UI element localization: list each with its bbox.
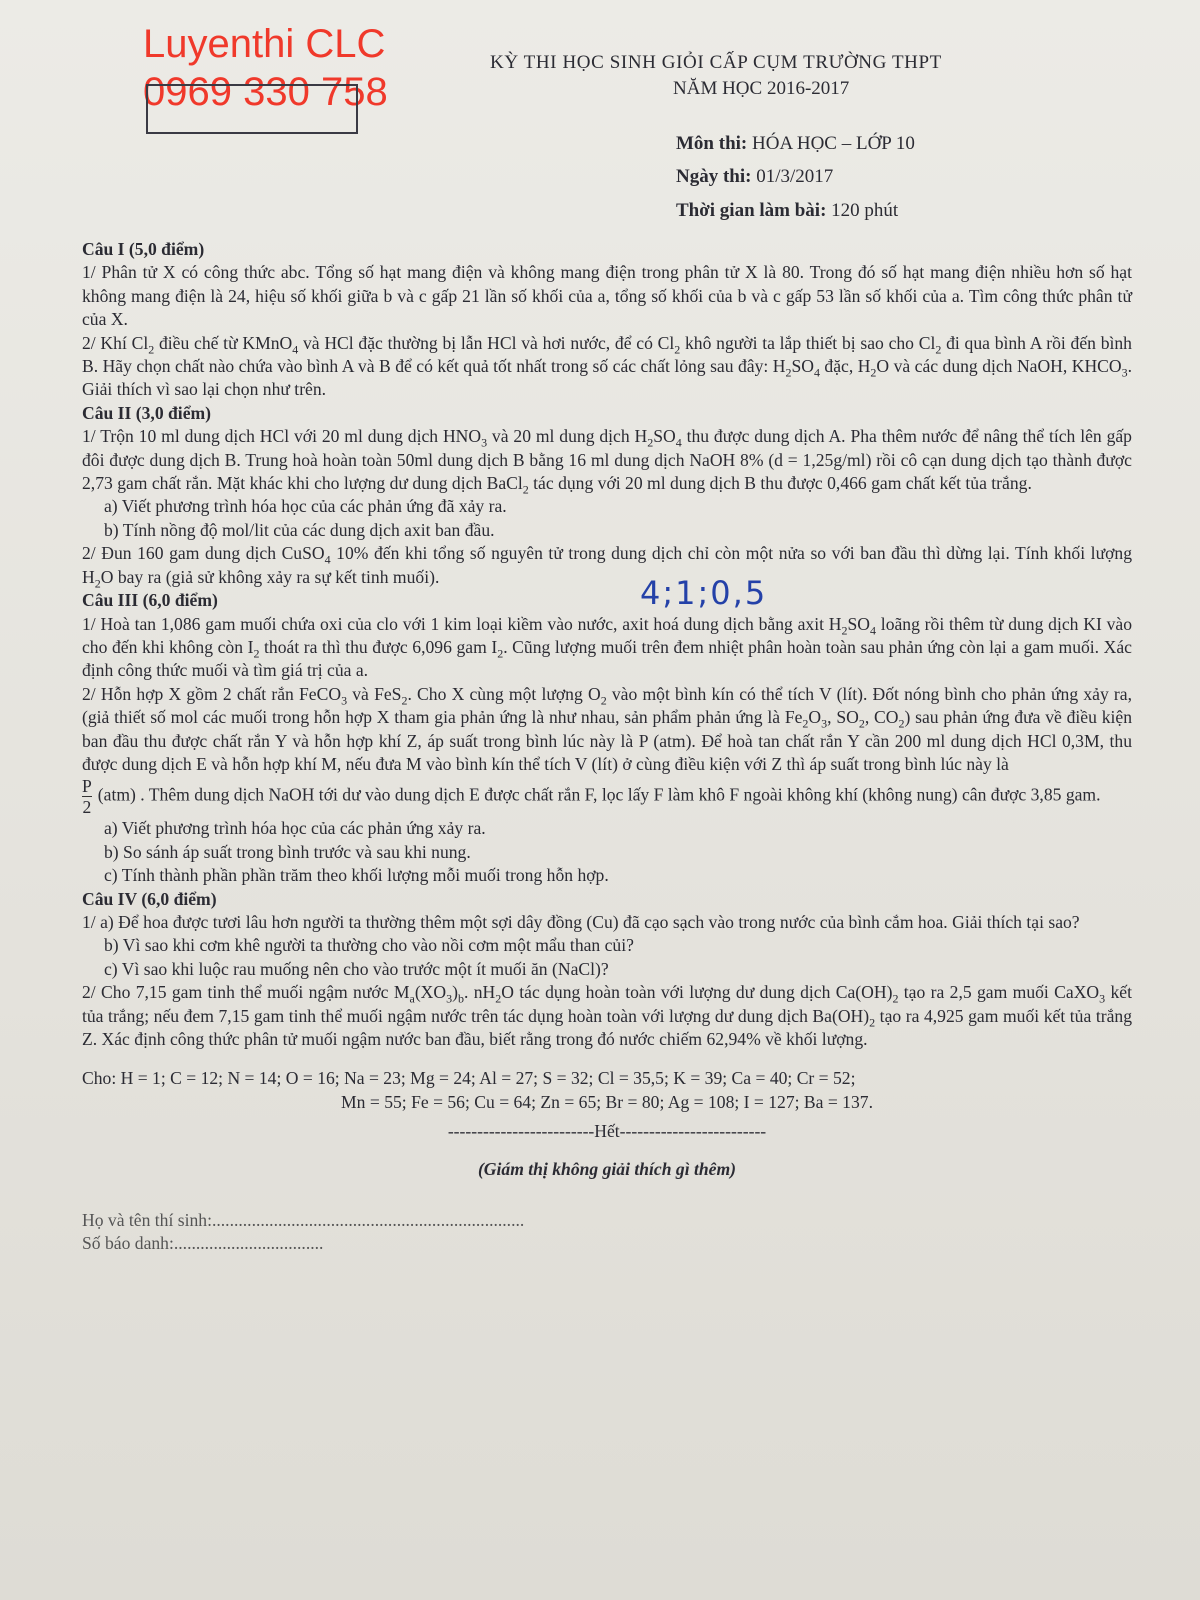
section-4-question-2: 2/ Cho 7,15 gam tinh thể muối ngậm nước $M_a(XO_3)_b$. $nH_2O$ tác dụng hoàn toàn với lượng dư dung dịch $Ca(OH)_2$ tạo ra 2,5 gam muối CaXO$_3$ kết tủa trắng; nếu đem 7,15 gam tinh thể muối ngậm nước trên tác dụng hoàn toàn với lượng dư dung dịch $Ba(OH)_2$ tạo ra 4,925 gam muối kết tủa trắng Z. Xác định công thức phân tử muối ngậm nước ban đầu, biết rằng trong đó nước chiếm 62,94% về khối lượng. <box>82 982 1132 1049</box>
time-line <box>676 200 898 222</box>
proctor-note: (Giám thị không giải thích gì thêm) <box>477 1158 737 1179</box>
candidate-name-line: Họ và tên thí sinh:....................................................................... <box>82 1210 525 1231</box>
section-3-question-2a: a) Viết phương trình hóa học của các phản ứng xảy ra. <box>104 818 486 839</box>
handwritten-note: 4;1;0,5 <box>640 574 768 612</box>
exam-title: KỲ THI HỌC SINH GIỎI CẤP CỤM TRƯỜNG THPT <box>490 52 942 73</box>
exam-content <box>82 238 1132 1256</box>
section-3-question-2c: c) Tính thành phần phần trăm theo khối lượng mỗi muối trong hỗn hợp. <box>104 865 609 886</box>
official-stamp-box <box>146 84 358 134</box>
time-value: 120 phút <box>831 200 899 221</box>
section-1-title: Câu I (5,0 điểm) <box>82 239 205 259</box>
section-2-question-1a: a) Viết phương trình hóa học của các phản ứng đã xảy ra. <box>104 496 507 517</box>
section-2-question-2: 2/ Đun 160 gam dung dịch CuSO$_4$ 10% đến khi tổng số nguyên tử trong dung dịch chỉ còn một nửa so với ban đầu thì dừng lại. Tính khối lượng $H_2O$ bay ra (giả sử không xảy ra sự kết tinh muối). <box>82 543 1132 591</box>
date-label: Ngày thi: <box>676 166 752 187</box>
section-3-question-1: 1/ Hoà tan 1,086 gam muối chứa oxi của clo với 1 kim loại kiềm vào nước, axit hoá dung dịch bằng axit $H_2SO_4$ loãng rồi thêm từ dung dịch KI vào cho đến khi không còn $I_2$ thoát ra thì thu được 6,096 gam $I_2$. Cũng lượng muối trên đem nhiệt phân hoàn toàn sau phản ứng còn lại a gam muối. Xác định công thức muối và tìm giá trị của a. <box>82 613 1132 681</box>
section-2-question-1b: b) Tính nồng độ mol/lit của các dung dịch axit ban đầu. <box>104 519 495 540</box>
date-value: 01/3/2017 <box>756 166 834 187</box>
watermark-line-1: Luyenthi CLC <box>143 22 386 66</box>
watermark-line-2: 0969 330 758 <box>143 70 388 114</box>
date-line <box>676 166 833 188</box>
subject-value: HÓA HỌC – LỚP 10 <box>752 133 915 154</box>
section-4-question-1a: 1/ a) Để hoa được tươi lâu hơn người ta thường thêm một sợi dây đồng (Cu) đã cạo sạch vào trong nước của bình cắm hoa. Giải thích tại sao? <box>82 911 1080 932</box>
atomic-masses-line-2: Mn = 55; Fe = 56; Cu = 64; Zn = 65; Br = 80; Ag = 108; I = 127; Ba = 137. <box>341 1091 873 1112</box>
section-3-question-2: 2/ Hỗn hợp X gồm 2 chất rắn FeCO$_3$ và FeS$_2$. Cho X cùng một lượng $O_2$ vào một bình kín có thể tích V (lít). Đốt nóng bình cho phản ứng xảy ra, (giả thiết số mol các muối trong hỗn hợp X tham gia phản ứng là như nhau, sản phẩm phản ứng là $Fe_2O_3$, $SO_2$, $CO_2$) sau phản ứng đưa về điều kiện ban đầu thu được chất rắn Y và hỗn hợp khí Z, áp suất trong bình lúc này là P (atm). Để hoà tan chất rắn Y cần 200 ml dung dịch HCl 0,3M, thu được dung dịch E và hỗn hợp khí M, nếu đưa M vào bình kín thể tích V (lít) ở cùng điều kiện với Z thì áp suất trong bình lúc này là <box>82 683 1133 774</box>
time-label: Thời gian làm bài: <box>676 200 827 221</box>
section-4-title: Câu IV (6,0 điểm) <box>82 888 217 909</box>
section-3-question-2b: b) So sánh áp suất trong bình trước và sau khi nung. <box>104 841 471 862</box>
pressure-fraction: $\frac{P}{2}$ <box>82 776 92 818</box>
section-2-title: Câu II (3,0 điểm) <box>82 402 212 423</box>
subject-line <box>676 133 915 155</box>
section-1-question-1: 1/ Phân tử X có công thức abc. Tổng số hạt mang điện và không mang điện trong phân tử X là 80. Trong đó số hạt mang điện nhiều hơn số hạt không mang điện là 24, hiệu số khối giữa b và c gấp 21 lần số khối của a, tổng số khối của b và c gấp 53 lần số khối của a. Tìm công thức phân tử của X. <box>82 262 1132 330</box>
section-3-title: Câu III (6,0 điểm) <box>82 590 218 611</box>
subject-label: Môn thi: <box>676 133 748 154</box>
section-4-question-1c: c) Vì sao khi luộc rau muống nên cho vào trước một ít muối ăn (NaCl)? <box>104 958 609 979</box>
section-1-question-2: 2/ Khí $Cl_2$ điều chế từ KMnO$_4$ và HCl đặc thường bị lẫn HCl và hơi nước, để có $Cl_2$ khô người ta lắp thiết bị sao cho $Cl_2$ đi qua bình A rồi đến bình B. Hãy chọn chất nào chứa vào bình A và B để có kết quả tốt nhất trong số các chất lỏng sau đây: $H_2SO_4$ đặc, $H_2O$ và các dung dịch NaOH, $KHCO_3$. Giải thích vì sao lại chọn như trên. <box>82 332 1132 400</box>
candidate-id-line: Số báo danh:.................................. <box>82 1233 324 1254</box>
section-2-question-1: 1/ Trộn 10 ml dung dịch HCl với 20 ml dung dịch $HNO_3$ và 20 ml dung dịch $H_2SO_4$ thu được dung dịch A. Pha thêm nước để nâng thể tích lên gấp đôi được dung dịch B. Trung hoà hoàn toàn 50ml dung dịch B bằng 16 ml dung dịch NaOH 8% (d = 1,25g/ml) rồi cô cạn dung dịch tạo thành được 2,73 gam chất rắn. Mặt khác khi cho lượng dư dung dịch BaCl$_2$ tác dụng với 20 ml dung dịch B thu được 0,466 gam chất kết tủa trắng. <box>82 426 1132 497</box>
section-4-question-1b: b) Vì sao khi cơm khê người ta thường cho vào nồi cơm một mẩu than củi? <box>104 935 634 956</box>
school-year: NĂM HỌC 2016-2017 <box>673 78 850 99</box>
atomic-masses-line-1: Cho: H = 1; C = 12; N = 14; O = 16; Na = 23; Mg = 24; Al = 27; S = 32; Cl = 35,5; K = 39; Ca = 40; Cr = 52; <box>82 1068 856 1089</box>
end-marker: -------------------------Hết------------------------- <box>447 1121 767 1142</box>
section-3-question-2-cont: $\frac{P}{2}$ (atm) . Thêm dung dịch NaOH tới dư vào dung dịch E được chất rắn F, lọc lấy F làm khô F ngoài không khí (không nung) cân được 3,85 gam. <box>82 776 1101 818</box>
